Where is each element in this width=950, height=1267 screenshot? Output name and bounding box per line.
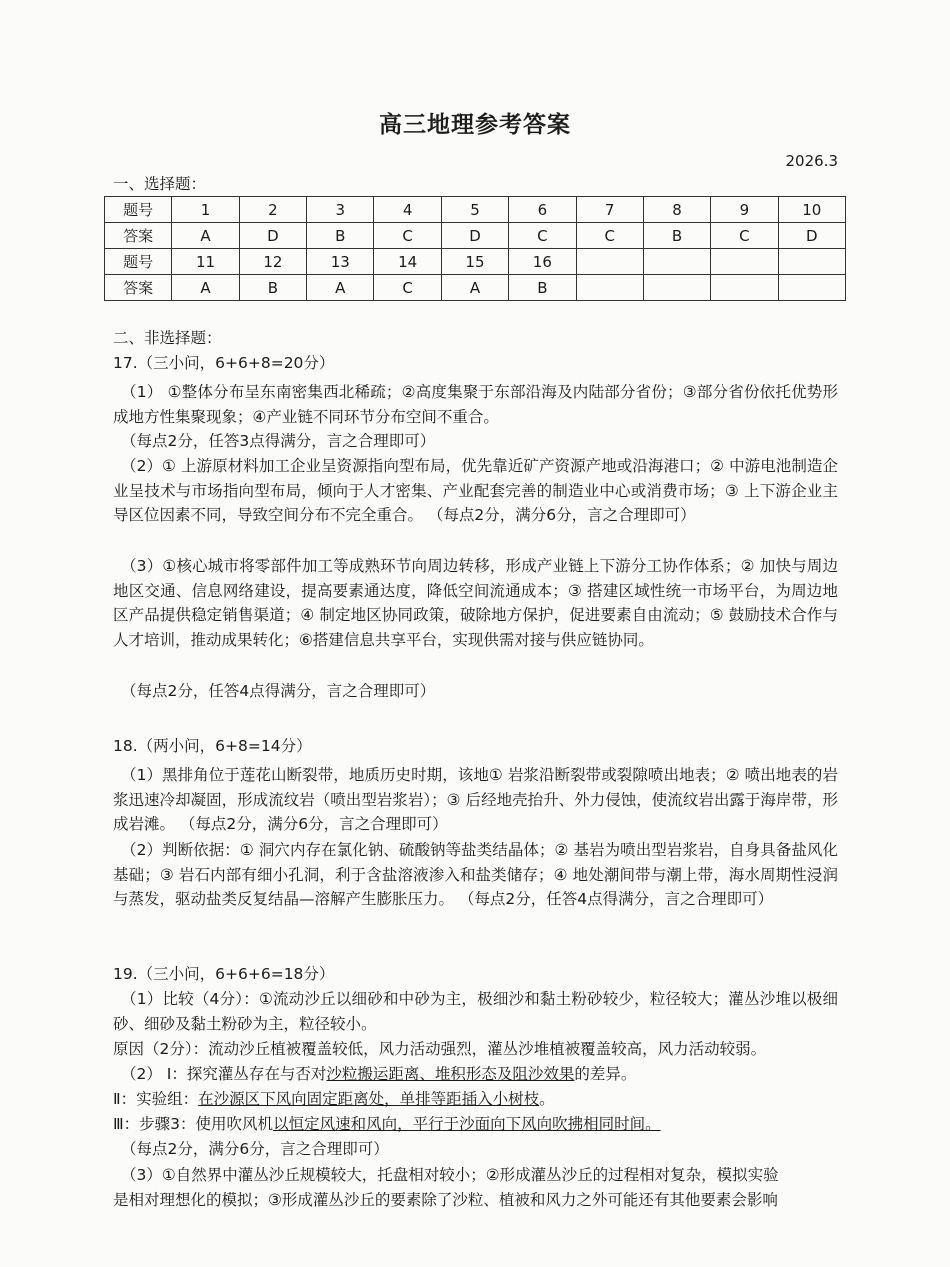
table-cell: 14 [374, 249, 441, 275]
table-cell: D [778, 223, 845, 249]
q18-part1: （1）黑排角位于莲花山断裂带，地质历史时期，该地① 岩浆沿断裂带或裂隙喷出地表；② 喷出地表的岩浆迅速冷却凝固，形成流纹岩（喷出型岩浆岩）；③ 后经地壳抬升、外力侵蚀，使流纹岩出露于海岸带，形成岩滩。 （每点2分，满分6分，言之合理即可） [113, 766, 838, 833]
q19-part2-ii-text-end: 。 [539, 1090, 555, 1108]
q19-part2-iii-text: Ⅲ：步骤3：使用吹风机 [113, 1115, 274, 1133]
table-cell: 5 [441, 197, 508, 223]
table-cell: 2 [239, 197, 306, 223]
table-cell [576, 275, 643, 301]
table-cell: D [239, 223, 306, 249]
section1-heading: 一、选择题： [113, 175, 207, 193]
table-cell: C [711, 223, 778, 249]
table-cell [643, 275, 710, 301]
row-label: 答案 [105, 275, 172, 301]
q17-part3-note: （每点2分，任答4点得满分，言之合理即可） [121, 682, 436, 700]
q19-part2-note: （每点2分，满分6分，言之合理即可） [121, 1140, 389, 1158]
table-cell: D [441, 223, 508, 249]
document-date: 2026.3 [785, 152, 838, 170]
table-row [105, 275, 846, 301]
table-cell [778, 249, 845, 275]
table-cell: 16 [509, 249, 576, 275]
table-cell [711, 249, 778, 275]
row-label: 题号 [105, 249, 172, 275]
q19-part2-i-underlined: 沙粒搬运距离、堆积形态及阻沙效果 [326, 1065, 575, 1083]
q19-part2-ii-underlined: 在沙源区下风向固定距离处，单排等距插入小树枝 [198, 1090, 540, 1108]
q19-heading: 19.（三小问，6+6+6=18分） [113, 965, 335, 983]
q19-part3-line1: （3）①自然界中灌丛沙丘规模较大，托盘相对较小；②形成灌丛沙丘的过程相对复杂，模拟实验 [121, 1166, 779, 1184]
table-row [105, 197, 846, 223]
table-cell: 11 [172, 249, 239, 275]
table-cell: 13 [307, 249, 374, 275]
section2-heading: 二、非选择题： [113, 329, 222, 347]
table-cell [576, 249, 643, 275]
table-cell: 15 [441, 249, 508, 275]
table-cell: 7 [576, 197, 643, 223]
table-cell: B [239, 275, 306, 301]
table-cell: 4 [374, 197, 441, 223]
q17-part2: （2）① 上游原材料加工企业呈资源指向型布局，优先靠近矿产资源产地或沿海港口；② 中游电池制造企业呈技术与市场指向型布局，倾向于人才密集、产业配套完善的制造业中心或消费市场；③ 上下游企业主导区位因素不同，导致空间分布不完全重合。 （每点2分，满分6分，言之合理即可） [113, 457, 838, 524]
table-row [105, 223, 846, 249]
q17-part3: （3）①核心城市将零部件加工等成熟环节向周边转移，形成产业链上下游分工协作体系；② 加快与周边地区交通、信息网络建设，提高要素通达度，降低空间流通成本；③ 搭建区域性统一市场平台，为周边地区产品提供稳定销售渠道；④ 制定地区协同政策，破除地方保护，促进要素自由流动；⑤ 鼓励技术合作与人才培训，推动成果转化；⑥搭建信息共享平台，实现供需对接与供应链协同。 [113, 557, 838, 649]
table-cell: C [374, 223, 441, 249]
table-cell: 6 [509, 197, 576, 223]
q19-part1: （1）比较（4分）：①流动沙丘以细砂和中砂为主，极细沙和黏土粉砂较少，粒径较大；灌丛沙堆以极细砂、细砂及黏土粉砂为主，粒径较小。 [113, 990, 838, 1033]
q19-part2-i-text: （2） Ⅰ：探究灌丛存在与否对 [121, 1065, 327, 1083]
table-cell [711, 275, 778, 301]
q19-part3-line2: 是相对理想化的模拟；③形成灌丛沙丘的要素除了沙粒、植被和风力之外可能还有其他要素会影响 [113, 1191, 778, 1209]
table-cell: A [441, 275, 508, 301]
table-cell [778, 275, 845, 301]
table-cell: 8 [643, 197, 710, 223]
page-title: 高三地理参考答案 [379, 112, 571, 138]
table-cell: C [374, 275, 441, 301]
q19-part2-iii [113, 1112, 661, 1136]
table-cell: 12 [239, 249, 306, 275]
table-cell: 9 [711, 197, 778, 223]
q19-part2-iii-underlined: 以恒定风速和风向，平行于沙面向下风向吹拂相同时间。 [273, 1115, 661, 1133]
row-label: 题号 [105, 197, 172, 223]
table-cell: B [509, 275, 576, 301]
answer-table [104, 196, 846, 301]
q19-part2-i-text-end: 的差异。 [574, 1065, 637, 1083]
q18-part2: （2）判断依据：① 洞穴内存在氯化钠、硫酸钠等盐类结晶体；② 基岩为喷出型岩浆岩，自身具备盐风化基础；③ 岩石内部有细小孔洞，利于含盐溶液渗入和盐类储存；④ 地处潮间带与潮上带，海水周期性浸润与蒸发，驱动盐类反复结晶—溶解产生膨胀压力。 （每点2分，任答4点得满分，言之合理即可） [113, 841, 838, 908]
table-cell: A [172, 223, 239, 249]
table-cell: B [643, 223, 710, 249]
table-cell: B [307, 223, 374, 249]
table-cell: 1 [172, 197, 239, 223]
q19-part2-i [113, 1062, 636, 1086]
q17-part1: （1） ①整体分布呈东南密集西北稀疏；②高度集聚于东部沿海及内陆部分省份；③部分省份依托优势形成地方性集聚现象；④产业链不同环节分布空间不重合。 [113, 383, 838, 426]
q18-heading: 18.（两小问，6+8=14分） [113, 737, 312, 755]
table-cell: A [172, 275, 239, 301]
row-label: 答案 [105, 223, 172, 249]
q17-part1-note: （每点2分，任答3点得满分，言之合理即可） [121, 432, 436, 450]
table-cell [643, 249, 710, 275]
q19-part2-ii [113, 1087, 555, 1111]
table-cell: C [576, 223, 643, 249]
q17-heading: 17.（三小问，6+6+8=20分） [113, 354, 335, 372]
table-cell: 3 [307, 197, 374, 223]
table-cell: A [307, 275, 374, 301]
table-cell: 10 [778, 197, 845, 223]
table-row [105, 249, 846, 275]
q19-part1-reason: 原因（2分）：流动沙丘植被覆盖较低，风力活动强烈，灌丛沙堆植被覆盖较高，风力活动较弱。 [113, 1040, 767, 1058]
table-cell: C [509, 223, 576, 249]
q19-part2-ii-text: Ⅱ：实验组： [113, 1090, 199, 1108]
